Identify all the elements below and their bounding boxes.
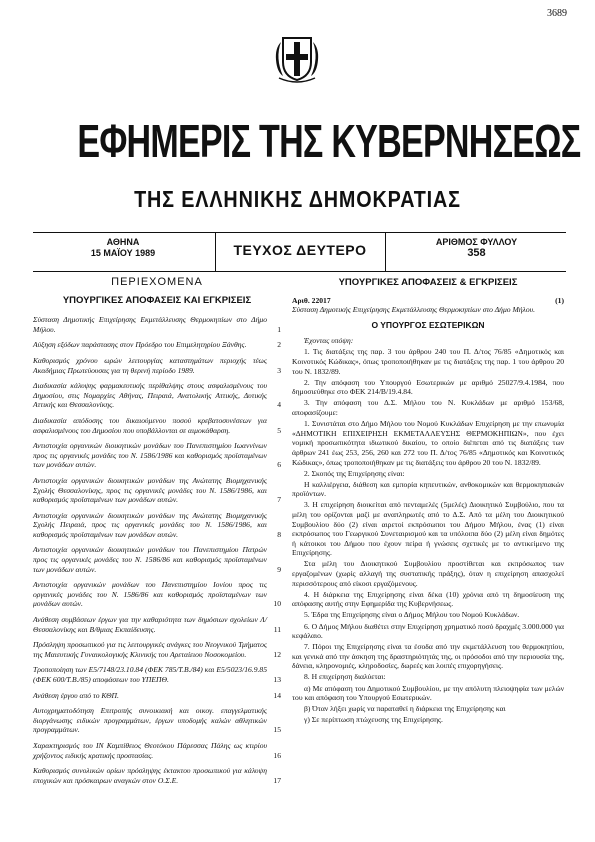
contents-section-title: ΥΠΟΥΡΓΙΚΕΣ ΑΠΟΦΑΣΕΙΣ ΚΑΙ ΕΓΚΡΙΣΕΙΣ (62, 294, 252, 306)
issue-city: ΑΘΗΝΑ (106, 237, 140, 247)
issue-label: ΤΕΥΧΟΣ ΔΕΥΤΕΡΟ (233, 242, 367, 258)
contents-item (33, 640, 281, 659)
contents-item-text: Τροποποίηση των Ε5/7148/23.10.84 (ΦΕΚ 785/Τ.Β./84) και Ε5/5023/16.9.85 (ΦΕΚ 600/Τ.Β./85) αποφάσεων του ΥΠΕΠΘ. (33, 665, 267, 684)
greek-coat-of-arms-icon (273, 32, 321, 84)
contents-item-text: Αντιστοιχία οργανικών διοικητικών μονάδων του Πανεπιστημίου Ιωαννίνων προς τις οργανικές μονάδες του Ν. 1586/1986 και καθορισμός προϊσταμένων των μονάδων αυτών. (33, 441, 267, 470)
contents-item (33, 511, 281, 540)
decision-paragraph: β) Όταν λήξει χωρίς να παραταθεί η διάρκεια της Επιχείρησης και (304, 704, 506, 714)
decision-header (292, 296, 564, 306)
contents-item (33, 766, 281, 785)
decision-paragraph: 2. Την απόφαση του Υπουργού Εσωτερικών με αριθμό 25027/9.4.1984, που δημοσιεύθηκε στο ΦΕΚ 214/Β/19.4.84. (292, 377, 564, 397)
contents-item-page: 8 (277, 529, 281, 539)
decision-paragraph: 1. Τις διατάξεις της παρ. 3 του άρθρου 240 του Π. Δ/τος 76/85 «Δημοτικός και Κοινοτικός Κώδικας», όπως τροποποιήθηκαν με τις διατάξεις της παρ. 1 του άρθρου 20 του Ν. 1832/89. (292, 347, 564, 376)
contents-item-page: 13 (273, 675, 281, 684)
decision-section-title: ΥΠΟΥΡΓΙΚΕΣ ΑΠΟΦΑΣΕΙΣ & ΕΓΚΡΙΣΕΙΣ (338, 277, 518, 288)
contents-item (33, 706, 281, 735)
contents-item-page: 3 (277, 365, 281, 375)
decision-paragraph: 3. Η επιχείρηση διοικείται από πενταμελές (5μελές) Διοικητικό Συμβούλιο, που τα μέλη του ορίζονται μαζί με αναπληρωτές από το Δ.Σ. Από τα μέλη του Διοικητικού Συμβουλίου δύο (2) είναι αιρετοί εκπρόσωποι του Δήμου Μήλου, ένας (1) είναι εκπρόσωπος του Γεωργικού Συνεταιρισμού και τα υπόλοιπα δύο (2) μέλη είναι δημότες ή κάτοικοι του Δήμου που έχουν πείρα ή γνώσεις σχετικές με το αντικείμενο της Επιχείρησης. (292, 500, 564, 558)
page-number: 3689 (547, 8, 567, 19)
contents-item-text: Ανάθεση συμβάσεων έργων για την καθαριότητα των δημόσιων σχολείων Λ/Θεσσαλονίκης και Β/θμιας Εκπαίδευσης. (33, 615, 267, 634)
decision-number: Αριθ. 22017 (292, 295, 331, 305)
contents-item-page: 10 (273, 599, 281, 609)
contents-item (33, 741, 281, 760)
contents-item (33, 615, 281, 634)
contents-item-text: Σύσταση Δημοτικής Επιχείρησης Εκμετάλλευσης Θερμοκηπίων στο Δήμο Μήλου. (33, 315, 267, 334)
contents-item-page: 15 (273, 725, 281, 735)
contents-item (33, 476, 281, 505)
contents-item (33, 416, 281, 435)
minister-title: Ο ΥΠΟΥΡΓΟΣ ΕΣΩΤΕΡΙΚΩΝ (371, 319, 485, 330)
contents-item (33, 580, 281, 609)
place-date-cell (33, 237, 213, 259)
issue-header-bar (33, 232, 566, 272)
contents-item (33, 441, 281, 470)
decision-paragraph: 7. Πόροι της Επιχείρησης είναι τα έσοδα από την εκμετάλλευση του θερμοκηπίου, και γενικά από την άσκηση της δραστηριότητάς της, οι πρόσοδοι από την περιουσία της, δάνεια, κληρονομιές, κληροδοσίες, δωρεές και λοιπές επιχορηγήσεις. (292, 642, 564, 671)
contents-item-page: 2 (277, 340, 281, 350)
contents-title: ΠΕΡΙΕΧΟΜΕΝΑ (111, 276, 203, 288)
contents-item-page: 12 (273, 649, 281, 659)
decision-paragraph: 5. Έδρα της Επιχείρησης είναι ο Δήμος Μήλου του Νομού Κυκλάδων. (304, 610, 520, 620)
gazette-title: ΕΦΗΜΕΡΙΣ ΤΗΣ ΚΥΒΕΡΝΗΣΕΩΣ (77, 115, 581, 167)
decision-paragraph: Έχοντας υπόψη: (304, 336, 354, 346)
decision-paragraph: 2. Σκοπός της Επιχείρησης είναι: (304, 468, 405, 478)
decision-paragraph: 1. Συνιστάται στο Δήμο Μήλου του Νομού Κυκλάδων Επιχείρηση με την επωνυμία «ΔΗΜΟΤΙΚΗ ΕΠΙΧΕΙΡΗΣΗ ΕΚΜΕΤΑΛΛΕΥΣΗΣ ΘΕΡΜΟΚΗΠΙΩΝ», που έχει νομική προσωπικότητα ιδιωτικού δικαίου, το οποίο διέπεται από τις διατάξεις των άρθρων 241 έως 253, 256, 260 και 272 του Π. Δ/τος 76/85 «Δημοτικός και Κοινοτικός Κώδικας», όπως τροποποιήθηκαν με τις διατάξεις του άρθρου 20 του Ν. 1832/89. (292, 419, 564, 467)
sheet-number-cell (387, 237, 566, 259)
gazette-subtitle: ΤΗΣ ΕΛΛΗΝΙΚΗΣ ΔΗΜΟΚΡΑΤΙΑΣ (134, 186, 461, 212)
contents-item-text: Αντιστοιχία οργανικών διοικητικών μονάδων της Ανώτατης Βιομηχανικής Σχολής Πειραιά, προς τις οργανικές μονάδες του Ν. 1586/1986, και καθορισμός προϊσταμένων των μονάδων αυτών. (33, 510, 267, 539)
contents-item (33, 691, 281, 701)
contents-item-text: Χαρακτηρισμός του ΙΝ Καμπίθειος Θεοτόκου Πάρεσσας Πάλης ως κτιρίου χρήζοντος ειδικής κρατικής προστασίας. (33, 740, 267, 760)
contents-item-page: 4 (277, 400, 281, 410)
contents-item (33, 545, 281, 574)
decision-paragraph: γ) Σε περίπτωση πτώχευσης της Επιχείρησης. (304, 715, 443, 725)
decision-paragraph: 8. Η επιχείρηση διαλύεται: (304, 672, 386, 682)
contents-item (33, 315, 281, 334)
decision-body (292, 336, 564, 725)
decision-paragraph: α) Με απόφαση του Δημοτικού Συμβουλίου, με την απόλυτη πλειοψηφία των μελών του και απόφαση του Υπουργού Εσωτερικών. (292, 683, 564, 703)
decision-marker: (1) (555, 295, 564, 305)
contents-item-text: Αντιστοιχία οργανικών μονάδων του Πανεπιστημίου Ιονίου προς τις οργανικές μονάδες του Ν. 1586/86 και καθορισμός προϊσταμένων των μονάδων αυτών. (33, 580, 267, 609)
contents-item-page: 14 (273, 690, 281, 700)
divider (215, 233, 216, 271)
contents-column (33, 274, 281, 791)
contents-item-text: Αντιστοιχία οργανικών διοικητικών μονάδων του Πανεπιστημίου Πατρών προς τις οργανικές μονάδες του Ν. 1586/86 και καθορισμός προϊσταμένων των μονάδων αυτών. (33, 545, 267, 574)
contents-item (33, 381, 281, 410)
contents-item-page: 1 (277, 324, 281, 334)
issue-date: 15 ΜΑΪΟΥ 1989 (90, 248, 156, 258)
decision-paragraph: 6. Ο Δήμος Μήλου διαθέτει στην Επιχείρηση χρηματικό ποσό δραχμές 3.000.000 για κεφάλαιο. (292, 621, 564, 641)
divider (385, 233, 386, 271)
contents-item-text: Αντιστοιχία οργανικών διοικητικών μονάδων της Ανώτατης Βιομηχανικής Σχολής Θεσσαλονίκης, προς τις οργανικές μονάδες του Ν. 1586/1986, και καθορισμός προϊσταμένων των μονάδων αυτών. (33, 475, 267, 505)
decision-paragraph: 4. Η διάρκεια της Επιχείρησης είναι δέκα (10) χρόνια από τη δημοσίευση της απόφασης αυτής στην Εφημερίδα της Κυβερνήσεως. (292, 589, 564, 609)
contents-item-text: Διαδικασία κάλυψης φαρμακευτικής περίθαλψης στους ασφαλισμένους του Δημοσίου, στις Νομαρχίες Αθήνας, Πειραιά, Ανατολικής Αττικής, Δυτικής Αττικής και Θεσσαλονίκης. (33, 381, 267, 410)
contents-item-page: 17 (273, 775, 281, 785)
decision-paragraph: Στα μέλη του Διοικητικού Συμβουλίου προστίθεται και εκπρόσωπος των εργαζομένων (χωρίς αλλαγή της συστατικής πράξης), όταν η επιχείρηση απασχολεί περισσότερους από είκοσι εργαζόμενους. (292, 559, 564, 588)
contents-item-text: Καθορισμός συνολικών ορίων πρόσληψης έκτακτου προσωπικού για κάλυψη εποχικών και πρόσκαιρων αναγκών στον Ο.Σ.Ε. (33, 766, 267, 785)
sheet-label: ΑΡΙΘΜΟΣ ΦΥΛΛΟΥ (435, 237, 518, 247)
decision-paragraph: Η καλλιέργεια, διάθεση και εμπορία κηπευτικών, ανθοκομικών και θερμοκηπιακών προϊόντων. (292, 479, 564, 499)
decision-paragraph: 3. Την απόφαση του Δ.Σ. Μήλου του Ν. Κυκλάδων με αριθμό 153/68, αποφασίζουμε: (292, 398, 564, 418)
contents-item-page: 6 (277, 460, 281, 470)
contents-item-page: 7 (277, 495, 281, 505)
contents-item-text: Διαδικασία απόδοσης του δικαιούμενου ποσού κρεβατοσυνέσεων για ασφαλισμένους του Δημοσίου που υποβάλλονται σε αιμοκάθαρση. (33, 415, 267, 435)
issue-label-cell (217, 242, 383, 258)
contents-item (33, 665, 281, 684)
contents-item-text: Αύξηση εξόδων παράστασης στον Πρόεδρο του Επιμελητηρίου Ξάνθης. (33, 340, 247, 350)
contents-item-page: 9 (277, 564, 281, 574)
contents-item-page: 11 (273, 624, 281, 634)
contents-item-text: Ανάθεση έργου από το ΚΘΠ. (33, 690, 119, 700)
contents-list (33, 315, 281, 785)
contents-item (33, 356, 281, 375)
decision-column (292, 274, 564, 726)
decision-subject: Σύσταση Δημοτικής Επιχείρησης Εκμετάλλευσης Θερμοκηπίων στο Δήμο Μήλου. (292, 305, 536, 315)
contents-item-text: Καθορισμός χρόνου ωρών λειτουργίας καταστημάτων περιοχής τέως Ακαδήμιας Πρωτεύουσας για τη θερινή περίοδο 1989. (33, 355, 267, 375)
contents-item-page: 16 (273, 750, 281, 760)
contents-item-text: Αυτοχρηματοδότηση Επιτροπής συνοικιακή και οικογ. επαγγελματικής διοργάνωσης ειδικών προγραμμάτων, έργων υποδομής καλών αθλητικών προγραμμάτων. (33, 706, 267, 735)
contents-item (33, 340, 281, 350)
contents-item-page: 5 (277, 425, 281, 435)
contents-item-text: Πρόσληψη προσωπικού για τις λειτουργικές ανάγκες του Νεογνικού Τμήματος της Μαιευτικής Γυναικολογικής Κλινικής του Αρεταίειου Νοσοκομείου. (33, 640, 267, 659)
sheet-number: 358 (467, 247, 486, 259)
